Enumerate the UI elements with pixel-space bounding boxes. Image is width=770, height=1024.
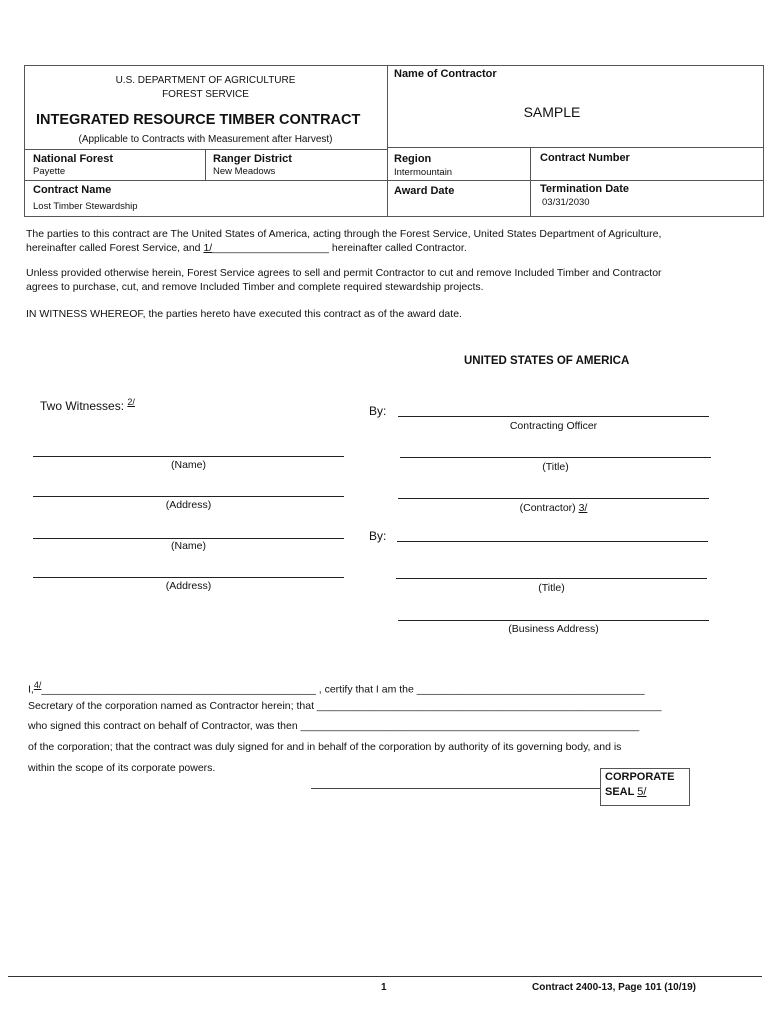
by-label-1: By: [369,404,387,418]
certificate-line2: Secretary of the corporation named as Contractor herein; that ___________________________________________________________ [28,700,662,712]
footnote-3: 3/ [578,502,588,514]
page-number: 1 [381,982,387,993]
business-address-line[interactable] [398,620,709,621]
footnote-5: 5/ [637,786,647,798]
certificate-line5: within the scope of its corporate powers. [28,762,216,774]
contracting-officer-signature-line[interactable] [398,416,709,417]
termination-date-label: Termination Date [540,183,630,195]
footnote-1: 1/ [203,242,213,254]
ranger-district-value: New Meadows [213,166,276,177]
name-of-contractor-label: Name of Contractor [394,68,497,80]
parties-line1: The parties to this contract are The United States of America, acting through the Forest Service, United States Department of Agriculture, [26,228,662,240]
seal-text: SEAL [605,786,635,798]
parties-line2-end: ____________________ hereinafter called Contractor. [212,242,467,254]
secretary-signature-line[interactable] [311,788,600,789]
award-date-label: Award Date [394,185,455,197]
witness1-address-caption: (Address) [165,499,212,511]
certificate-line1 [28,678,645,697]
contract-name-value: Lost Timber Stewardship [33,201,138,212]
contractor-caption-text: (Contractor) [519,502,576,514]
contract-subtitle: (Applicable to Contracts with Measurement after Harvest) [78,134,333,145]
header-divider-vertical [387,65,388,217]
parties-line2 [26,241,467,255]
contractor-caption [398,502,709,514]
termination-date-value: 03/31/2030 [542,197,590,208]
contractor-title-caption: (Title) [538,582,565,594]
footnote-4: 4/ [33,680,42,690]
contractor-by-signature-line[interactable] [397,541,708,542]
header-divider-region-cn [530,147,531,217]
witness2-address-line[interactable] [33,577,344,578]
witness2-name-caption: (Name) [170,540,206,552]
witness2-name-line[interactable] [33,538,344,539]
certificate-line3: who signed this contract on behalf of Contractor, was then __________________________________________________________ [28,720,640,732]
business-address-caption: (Business Address) [508,623,599,635]
witness1-name-line[interactable] [33,456,344,457]
footer-rule [8,976,762,977]
two-witnesses-label [40,397,135,413]
header-divider-row [24,180,764,181]
region-value: Intermountain [394,167,453,178]
usa-heading: UNITED STATES OF AMERICA [464,355,630,367]
footnote-2: 2/ [127,397,135,407]
witness-whereof: IN WITNESS WHEREOF, the parties hereto have executed this contract as of the award date. [26,308,462,320]
certificate-i: I, [28,683,34,696]
agreement-line2: agrees to purchase, cut, and remove Included Timber and complete required stewardship projects. [26,281,484,293]
agreement-line1: Unless provided otherwise herein, Forest Service agrees to sell and permit Contractor to cut and remove Included Timber and Contractor [26,267,662,279]
service-name: FOREST SERVICE [162,89,249,100]
witness1-address-line[interactable] [33,496,344,497]
contract-name-label: Contract Name [33,184,112,196]
form-id: Contract 2400-13, Page 101 (10/19) [532,982,696,993]
contractor-line[interactable] [398,498,709,499]
parties-line2-start: hereinafter called Forest Service, and [26,242,201,254]
header-divider-right [387,147,764,148]
ranger-district-label: Ranger District [213,153,292,165]
sample-watermark: SAMPLE [523,104,581,120]
seal-label [605,786,646,798]
certificate-name-blank[interactable]: _______________________________________________ [41,683,316,696]
witness2-address-caption: (Address) [165,580,212,592]
certificate-line4: of the corporation; that the contract was duly signed for and in behalf of the corporation by authority of its governing body, and is [28,741,622,753]
contracting-officer-caption: Contracting Officer [509,420,598,432]
certificate-certify-text: , certify that I am the [315,683,417,696]
national-forest-value: Payette [33,166,66,177]
two-witnesses-text: Two Witnesses: [40,399,125,413]
officer-title-line[interactable] [400,457,711,458]
department-name: U.S. DEPARTMENT OF AGRICULTURE [115,75,296,86]
officer-title-caption: (Title) [542,461,569,473]
national-forest-label: National Forest [33,153,114,165]
certificate-position-blank[interactable]: _______________________________________ [416,683,645,696]
contract-title: INTEGRATED RESOURCE TIMBER CONTRACT [36,112,361,128]
header-divider-nf-rd [205,149,206,180]
by-label-2: By: [369,529,387,543]
region-label: Region [394,153,432,165]
witness1-name-caption: (Name) [170,459,206,471]
contractor-title-line[interactable] [396,578,707,579]
corporate-seal-label: CORPORATE [605,771,675,783]
contract-number-label: Contract Number [540,152,630,164]
